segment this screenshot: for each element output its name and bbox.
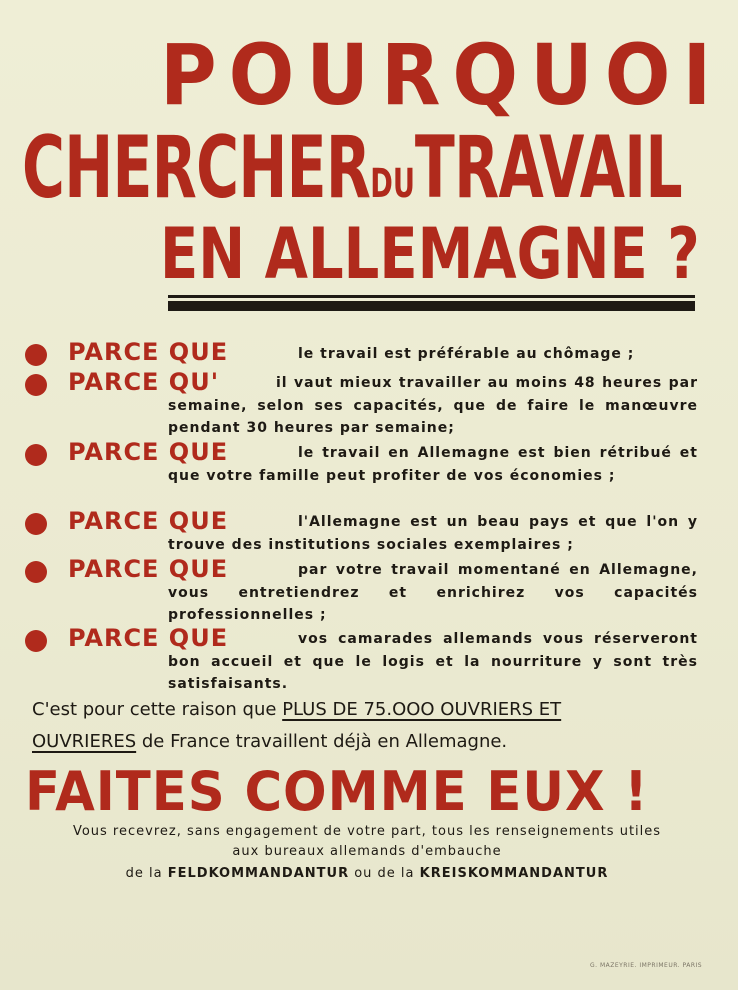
- title-line-1: POURQUOI: [160, 26, 724, 124]
- title-rule-thick: [168, 301, 695, 311]
- conclusion-highlight-2: OUVRIERES: [32, 731, 137, 752]
- conclusion-part-2: de France travaillent déjà en Allemagne.: [136, 731, 508, 752]
- title-line-3: EN ALLEMAGNE ?: [160, 213, 700, 295]
- info-feldkommandantur: FELDKOMMANDANTUR: [167, 866, 350, 881]
- reason-text: vos camarades allemands vous réserveront bon accueil et que le logis et la nourriture y sont très satisfaisants.: [168, 631, 698, 692]
- info-text: de la: [125, 866, 168, 881]
- bullet-icon: [25, 561, 47, 583]
- bullet-icon: [25, 344, 47, 366]
- info-line-3: [22, 864, 712, 884]
- reason-text: il vaut mieux travailler au moins 48 heures par semaine, selon ses capacités, que de faire le manœuvre pendant 30 heures par semaine;: [168, 375, 698, 436]
- reason-lead: PARCE QUE: [68, 507, 229, 535]
- info-block: [22, 822, 712, 884]
- reason-text: par votre travail momentané en Allemagne, vous entretiendrez et enrichirez vos capacités professionnelles ;: [168, 562, 698, 623]
- reason-lead: PARCE QUE: [68, 338, 229, 366]
- bullet-icon: [25, 374, 47, 396]
- reason-text: le travail en Allemagne est bien rétribué et que votre famille peut profiter de vos économies ;: [168, 445, 698, 484]
- reason-text: l'Allemagne est un beau pays et que l'on y trouve des institutions sociales exemplaires ;: [168, 514, 698, 553]
- reason-lead: PARCE QUE: [68, 555, 229, 583]
- conclusion-part-1: C'est pour cette raison que: [32, 699, 283, 720]
- info-text: ou de la: [349, 866, 420, 881]
- info-line-2: aux bureaux allemands d'embauche: [232, 844, 502, 859]
- info-line-1: Vous recevrez, sans engagement de votre part, tous les renseignements utiles: [72, 824, 662, 839]
- bullet-icon: [25, 630, 47, 652]
- reason-lead: PARCE QUE: [68, 624, 229, 652]
- reason-lead: PARCE QU': [68, 368, 220, 396]
- info-kreiskommandantur: KREISKOMMANDANTUR: [419, 866, 609, 881]
- title-word-travail: TRAVAIL: [414, 118, 682, 218]
- conclusion-highlight-1: PLUS DE 75.OOO OUVRIERS ET: [282, 699, 562, 720]
- reason-text: le travail est préférable au chômage ;: [298, 346, 635, 362]
- call-to-action: FAITES COMME EUX !: [25, 760, 649, 823]
- printer-credit: G. MAZEYRIE. IMPRIMEUR. PARIS: [590, 962, 703, 969]
- bullet-icon: [25, 513, 47, 535]
- conclusion-text: [32, 694, 698, 758]
- title-rule-thin: [168, 295, 695, 298]
- title-word-du: DU: [370, 161, 415, 207]
- title-word-chercher: CHERCHER: [22, 118, 371, 218]
- bullet-icon: [25, 444, 47, 466]
- reason-lead: PARCE QUE: [68, 438, 229, 466]
